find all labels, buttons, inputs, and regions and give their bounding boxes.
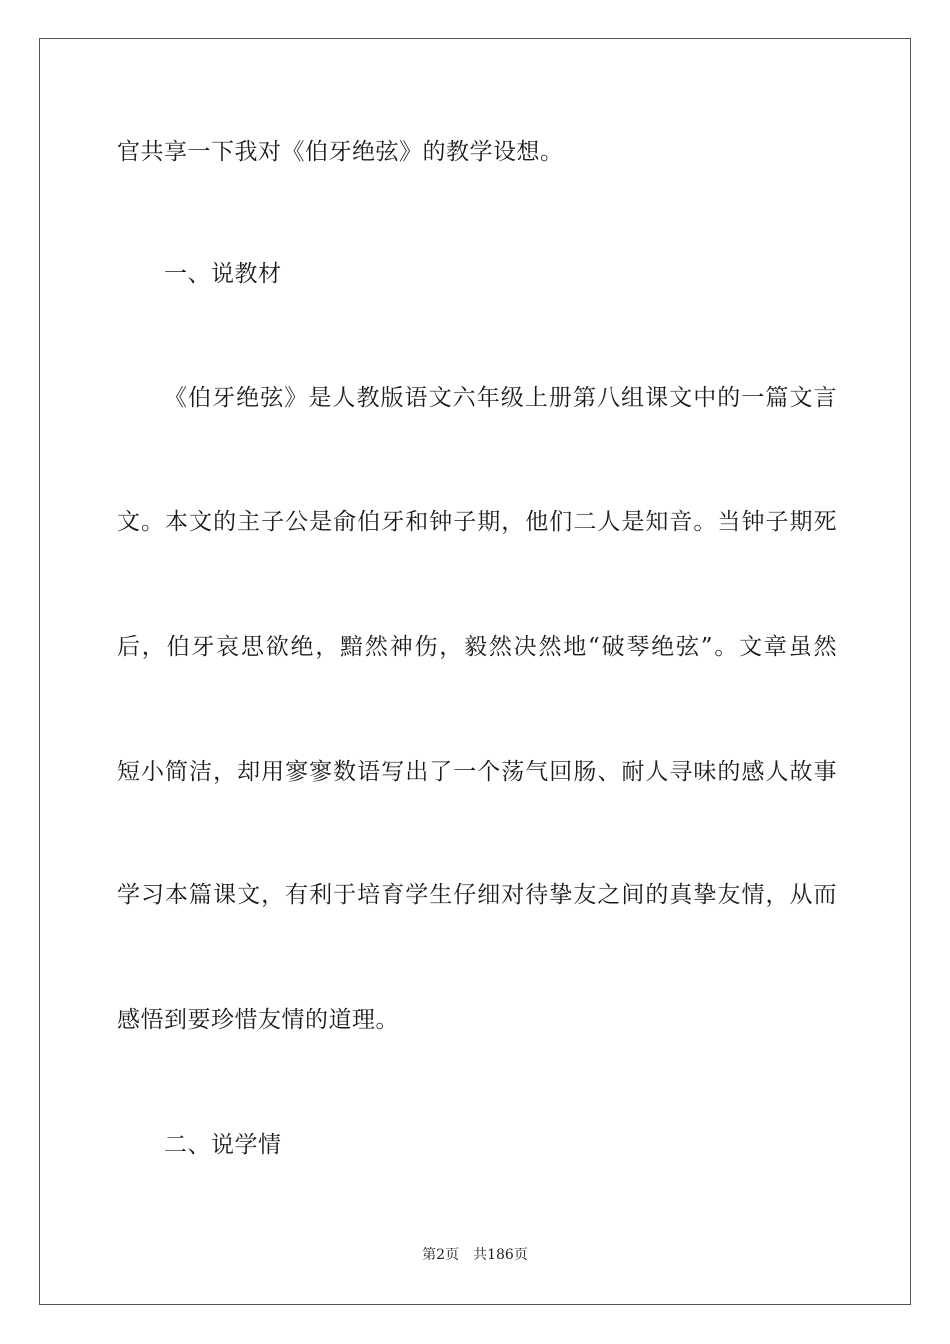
page-border [39,38,911,1305]
paragraph-line: 短小简洁，却用寥寥数语写出了一个荡气回肠、耐人寻味的感人故事 [117,759,837,785]
total-pages: 共186页 [473,1247,528,1263]
paragraph-line-continuation: 官共享一下我对《伯牙绝弦》的教学设想。 [117,139,564,165]
paragraph-line: 《伯牙绝弦》是人教版语文六年级上册第八组课文中的一篇文言 [164,385,837,411]
section-heading-students: 二、说学情 [164,1132,282,1158]
page-number: 第2页 [422,1247,460,1263]
paragraph-line-last: 感悟到要珍惜友情的道理。 [117,1007,399,1033]
page-footer [0,1245,950,1265]
paragraph-line: 后，伯牙哀思欲绝，黯然神伤，毅然决然地“破琴绝弦”。文章虽然 [117,634,837,660]
section-heading-textbook: 一、说教材 [164,261,282,287]
paragraph-line: 文。本文的主子公是俞伯牙和钟子期，他们二人是知音。当钟子期死 [117,509,837,535]
paragraph-line: 学习本篇课文，有利于培育学生仔细对待挚友之间的真挚友情，从而 [117,882,837,908]
